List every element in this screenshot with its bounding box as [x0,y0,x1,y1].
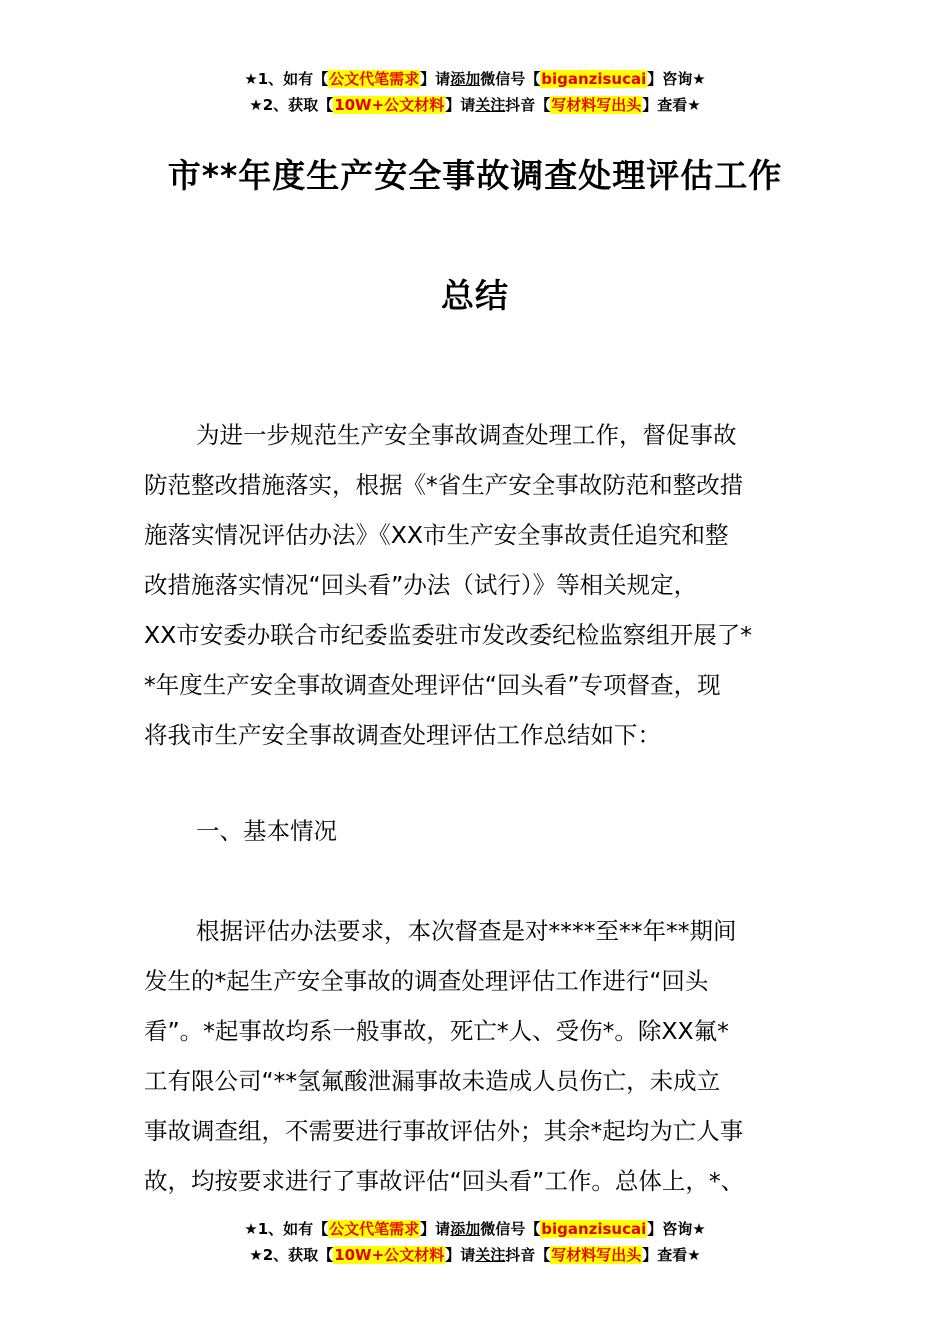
text-line: 将我市生产安全事故调查处理评估工作总结如下： [144,721,661,749]
ad-line-1 [0,1216,950,1242]
ad-highlight: 10W+公文材料 [334,96,445,114]
ad-text: 】咨询★ [647,1220,706,1238]
text-line: 发生的*起生产安全事故的调查处理评估工作进行“回头 [144,967,709,995]
ad-underline: 添加 [450,1220,481,1238]
ad-text: ★1、如有【 [244,1220,329,1238]
ad-line-2 [0,92,950,118]
ad-underline: 关注 [475,1246,506,1264]
ad-line-1 [0,66,950,92]
text-line: 故，均按要求进行了事故评估“回头看”工作。总体上，*、 [144,1167,745,1195]
text-line: 根据评估办法要求，本次督查是对****至**年**期间 [196,917,737,945]
ad-text: ★1、如有【 [244,70,329,88]
ad-text: 抖音【 [505,96,551,114]
ad-text: 抖音【 [505,1246,551,1264]
ad-underline: 添加 [450,70,481,88]
text-line: 施落实情况评估办法》《XX市生产安全事故责任追究和整 [144,521,729,549]
text-line: 改措施落实情况“回头看”办法（试行）》等相关规定， [144,571,698,599]
ad-text: 】咨询★ [647,70,706,88]
ad-text: 】查看★ [642,96,701,114]
text-line: 为进一步规范生产安全事故调查处理工作，督促事故 [196,421,737,449]
document-title-line-2: 总结 [441,276,509,315]
ad-banner-top [0,66,950,118]
ad-banner-bottom [0,1216,950,1268]
ad-text: 微信号【 [480,70,541,88]
ad-highlight: 公文代笔需求 [329,1220,420,1238]
ad-highlight: biganzisucai [541,70,647,88]
paragraph-intro [144,410,812,760]
ad-text: ★2、获取【 [249,1246,334,1264]
paragraph-basic-situation [144,906,812,1206]
ad-highlight: 写材料写出头 [551,1246,642,1264]
document-title-line-1: 市**年度生产安全事故调查处理评估工作 [167,156,783,195]
text-line: 工有限公司“**氢氟酸泄漏事故未造成人员伤亡，未成立 [144,1067,721,1095]
ad-text: 】请 [445,1246,476,1264]
heading-text: 一、基本情况 [196,817,337,845]
ad-text: 】查看★ [642,1246,701,1264]
ad-text: 】请 [420,70,451,88]
ad-underline: 关注 [475,96,506,114]
ad-highlight: biganzisucai [541,1220,647,1238]
text-line: 事故调查组，不需要进行事故评估外；其余*起均为亡人事 [144,1117,744,1145]
ad-highlight: 写材料写出头 [551,96,642,114]
ad-text: ★2、获取【 [249,96,334,114]
ad-text: 】请 [445,96,476,114]
section-heading [144,806,812,856]
text-line: 看”。*起事故均系一般事故，死亡*人、受伤*。除XX氟* [144,1017,729,1045]
ad-line-2 [0,1242,950,1268]
text-line: *年度生产安全事故调查处理评估“回头看”专项督查，现 [144,671,721,699]
ad-highlight: 10W+公文材料 [334,1246,445,1264]
ad-highlight: 公文代笔需求 [329,70,420,88]
text-line: XX市安委办联合市纪委监委驻市发改委纪检监察组开展了* [144,621,752,649]
text-line: 防范整改措施落实，根据《*省生产安全事故防范和整改措 [144,471,744,499]
ad-text: 微信号【 [480,1220,541,1238]
ad-text: 】请 [420,1220,451,1238]
